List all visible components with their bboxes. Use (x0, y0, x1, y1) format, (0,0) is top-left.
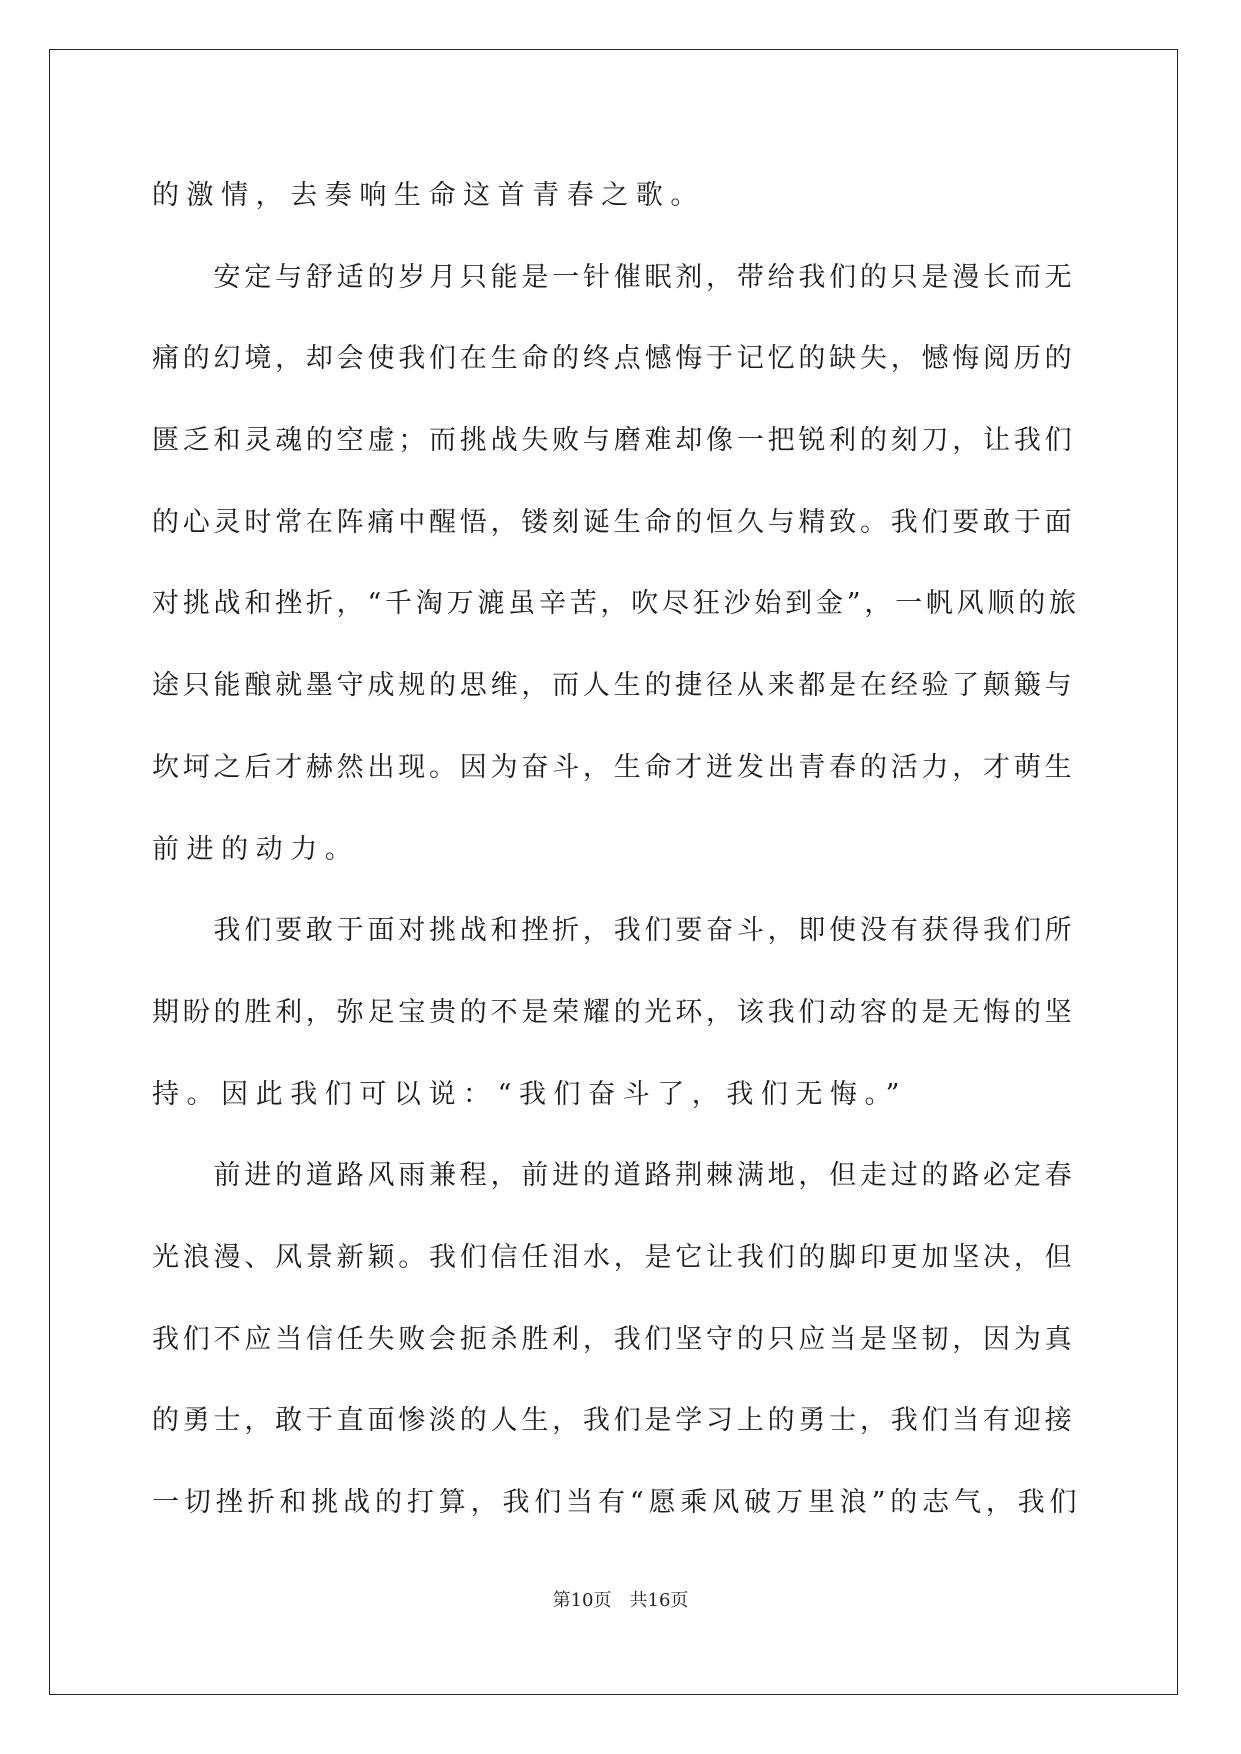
text-line: 一切挫折和挑战的打算，我们当有“愿乘风破万里浪”的志气，我们 (152, 1487, 1082, 1518)
text-line: 匮乏和灵魂的空虚；而挑战失败与磨难却像一把锐利的刻刀，让我们 (152, 425, 1076, 457)
text-line: 坎坷之后才赫然出现。因为奋斗，生命才迸发出青春的活力，才萌生 (152, 751, 1076, 783)
text-line: 痛的幻境，却会使我们在生命的终点憾悔于记忆的缺失，憾悔阅历的 (152, 343, 1076, 375)
text-line: 前进的动力。 (152, 833, 360, 865)
text-line: 我们不应当信任失败会扼杀胜利，我们坚守的只应当是坚韧，因为真 (152, 1323, 1076, 1355)
document-body (152, 155, 1082, 1544)
text-line: 的勇士，敢于直面惨淡的人生，我们是学习上的勇士，我们当有迎接 (152, 1405, 1076, 1437)
text-line: 光浪漫、风景新颖。我们信任泪水，是它让我们的脚印更加坚决，但 (152, 1241, 1076, 1273)
text-line: 途只能酿就墨守成规的思维，而人生的捷径从来都是在经验了颠簸与 (152, 670, 1076, 702)
text-line: 安定与舒适的岁月只能是一针催眠剂，带给我们的只是漫长而无 (152, 261, 1076, 293)
text-line: 对挑战和挫折，“千淘万漉虽辛苦，吹尽狂沙始到金”，一帆风顺的旅 (152, 588, 1080, 620)
text-line: 期盼的胜利，弥足宝贵的不是荣耀的光环，该我们动容的是无悔的坚 (152, 996, 1076, 1028)
text-line: 的激情，去奏响生命这首青春之歌。 (152, 180, 705, 211)
page-number-footer: 第10页 共16页 (552, 1590, 689, 1611)
text-line: 持。因此我们可以说：“我们奋斗了，我们无悔。” (152, 1078, 907, 1110)
text-line: 的心灵时常在阵痛中醒悟，镂刻诞生命的恒久与精致。我们要敢于面 (152, 506, 1076, 538)
text-line: 前进的道路风雨兼程，前进的道路荆棘满地，但走过的路必定春 (152, 1160, 1076, 1192)
text-line: 我们要敢于面对挑战和挫折，我们要奋斗，即使没有获得我们所 (152, 915, 1076, 947)
